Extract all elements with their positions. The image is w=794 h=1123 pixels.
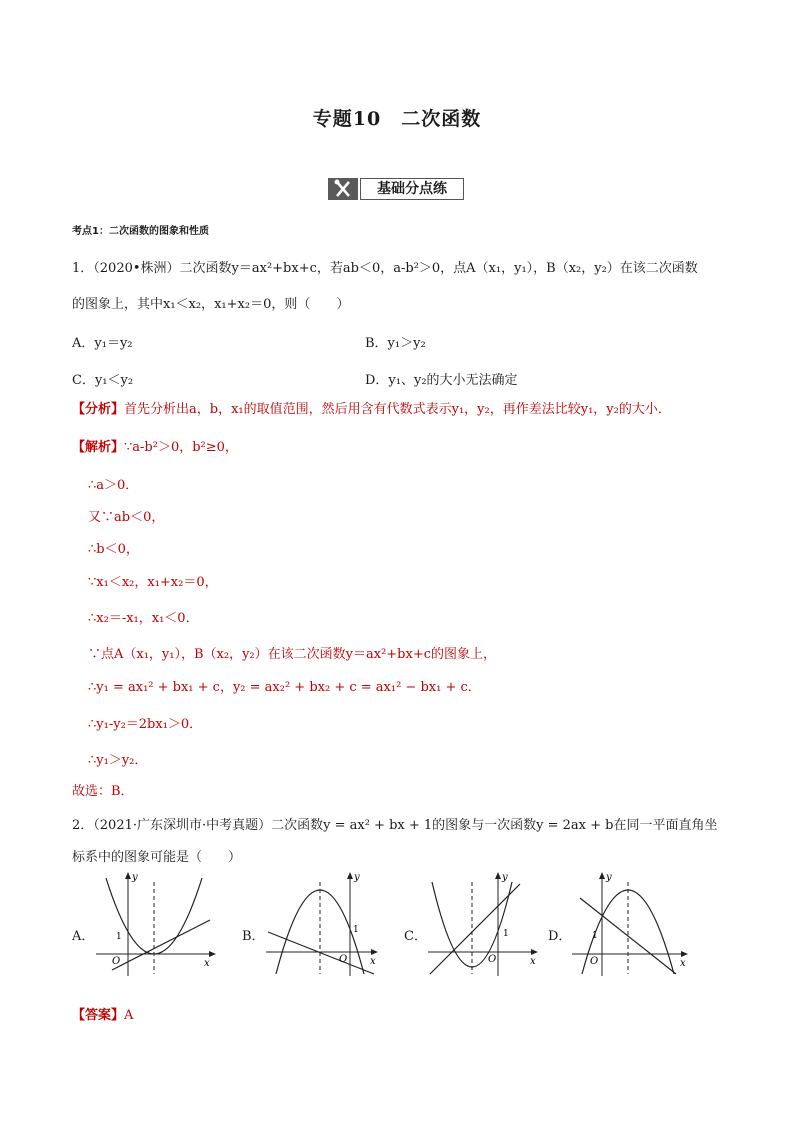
q1-solution-first	[72, 436, 238, 455]
topic-heading: 考点1：二次函数的图象和性质	[72, 226, 209, 237]
y-axis-label: y	[354, 872, 360, 883]
unit-label: 1	[116, 932, 122, 942]
unit-label: 1	[353, 925, 359, 935]
q1-choice: 故选：B．	[72, 784, 134, 799]
y-axis-label: y	[132, 872, 138, 883]
answer-tag: 【答案】	[72, 1008, 125, 1023]
x-axis-label: x	[204, 958, 210, 969]
solution-step: ∴y₁ = ax₁² + bx₁ + c，y₂ = ax₂² + bx₂ + c = ax₁² − bx₁ + c．	[88, 680, 481, 695]
x-axis-label: x	[680, 958, 686, 969]
origin-label: O	[112, 956, 121, 967]
solution-tag: 【解析】	[72, 440, 125, 455]
q1-option-c: C．y₁＜y₂	[72, 373, 134, 388]
graph-d	[568, 870, 692, 980]
q1-analysis	[72, 398, 671, 417]
section-badge	[328, 178, 464, 200]
analysis-tag: 【分析】	[72, 402, 125, 417]
q1-option-a: A．y₁＝y₂	[72, 336, 133, 351]
origin-label: O	[590, 956, 599, 967]
graph-a	[92, 870, 220, 980]
graph-label-a: A．	[72, 929, 95, 944]
q2-stem-line2: 标系中的图象可能是（ ）	[72, 850, 242, 865]
q1-stem-line1: 1．（2020•株洲）二次函数y＝ax²+bx+c，若ab＜0，a-b²＞0，点A（x₁，y₁），B（x₂，y₂）在该二次函数	[72, 261, 698, 276]
tools-icon	[328, 178, 358, 200]
q1-option-b: B．y₁＞y₂	[365, 336, 426, 351]
graph-label-c: C．	[404, 929, 427, 944]
analysis-text: 首先分析出a，b，x₁的取值范围，然后用含有代数式表示y₁，y₂，再作差法比较y₁，y₂的大小．	[124, 402, 671, 417]
x-axis-label: x	[370, 956, 376, 967]
origin-label: O	[488, 954, 497, 965]
solution-step: ∵x₁＜x₂，x₁+x₂＝0，	[88, 575, 218, 590]
solution-step: ∴b＜0，	[88, 542, 139, 557]
unit-label: 1	[503, 929, 509, 939]
graph-c	[424, 870, 542, 980]
y-axis-label: y	[502, 872, 508, 883]
badge-label: 基础分点练	[360, 178, 464, 200]
solution-step: ∴x₂＝-x₁，x₁＜0．	[88, 611, 199, 626]
graph-b	[262, 870, 382, 980]
solution-step: ∵点A（x₁，y₁），B（x₂，y₂）在该二次函数y＝ax²+bx+c的图象上，	[88, 647, 496, 662]
origin-label: O	[339, 954, 348, 965]
page-title: 专题10 二次函数	[312, 108, 482, 130]
unit-label: 1	[592, 931, 598, 941]
x-axis-label: x	[530, 956, 536, 967]
solution-first-text: ∵a-b²＞0，b²≥0，	[124, 440, 238, 455]
graph-label-b: B．	[242, 929, 265, 944]
q2-answer	[72, 1004, 133, 1023]
graph-label-d: D．	[548, 929, 572, 944]
q1-option-d: D．y₁、y₂的大小无法确定	[365, 373, 518, 388]
y-axis-label: y	[606, 872, 612, 883]
answer-text: A	[124, 1008, 134, 1023]
q2-stem-line1: 2．（2021·广东深圳市·中考真题）二次函数y = ax² + bx + 1的图象与一次函数y = 2ax + b在同一平面直角坐	[72, 818, 718, 833]
solution-step: ∴a＞0．	[88, 478, 139, 493]
solution-step: 又∵ab＜0，	[88, 510, 165, 525]
solution-step: ∴y₁-y₂＝2bx₁＞0．	[88, 717, 203, 732]
q1-stem-line2: 的图象上，其中x₁＜x₂，x₁+x₂＝0，则（ ）	[72, 297, 350, 312]
solution-step: ∴y₁＞y₂．	[88, 753, 148, 768]
